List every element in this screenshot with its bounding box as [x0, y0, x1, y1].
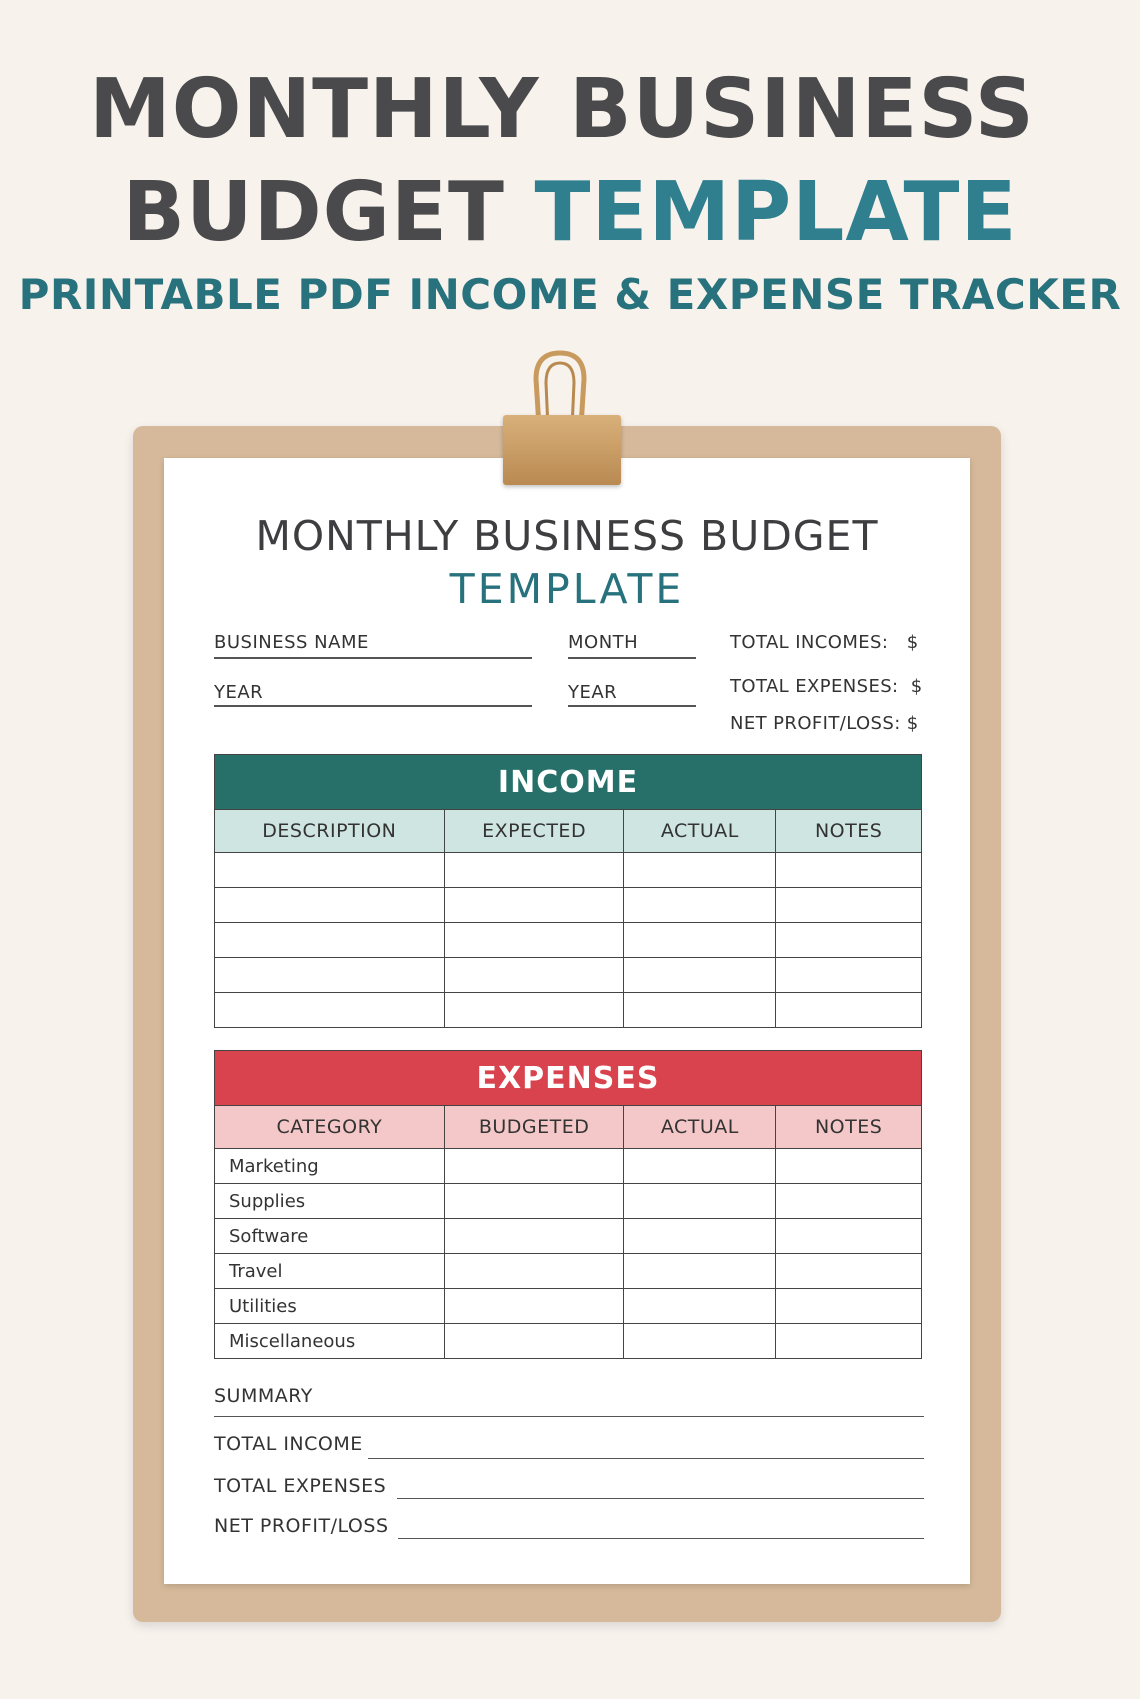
income-col-notes: NOTES: [776, 810, 922, 853]
income-col-expected: EXPECTED: [444, 810, 624, 853]
year-label-right: YEAR: [568, 682, 618, 703]
expense-cell[interactable]: [776, 1219, 922, 1254]
business-name-field[interactable]: [214, 657, 532, 659]
business-name-label: BUSINESS NAME: [214, 632, 369, 653]
expenses-col-category: CATEGORY: [215, 1106, 445, 1149]
expense-cell[interactable]: [444, 1324, 624, 1359]
table-row: [215, 1149, 922, 1184]
income-cell[interactable]: [444, 888, 624, 923]
income-cell[interactable]: [215, 853, 445, 888]
expenses-col-notes: NOTES: [776, 1106, 922, 1149]
sheet-title: MONTHLY BUSINESS BUDGET: [255, 512, 879, 560]
income-cell[interactable]: [624, 993, 776, 1028]
binder-clip-icon: [503, 415, 621, 485]
income-cell[interactable]: [624, 923, 776, 958]
table-row: [215, 1289, 922, 1324]
expense-cell[interactable]: [776, 1184, 922, 1219]
income-cell[interactable]: [776, 993, 922, 1028]
income-cell[interactable]: [624, 958, 776, 993]
income-cell[interactable]: [624, 888, 776, 923]
expense-category-software: Software: [215, 1219, 445, 1254]
income-cell[interactable]: [215, 958, 445, 993]
summary-total-income-label: TOTAL INCOME: [214, 1433, 363, 1455]
expense-cell[interactable]: [624, 1149, 776, 1184]
expense-cell[interactable]: [624, 1289, 776, 1324]
table-row: [215, 1324, 922, 1359]
sheet-subtitle: TEMPLATE: [449, 565, 685, 613]
income-cell[interactable]: [215, 888, 445, 923]
hero-title-line2: [0, 165, 1140, 260]
hero-title-template: TEMPLATE: [534, 165, 1018, 260]
table-row: [215, 853, 922, 888]
expense-cell[interactable]: [444, 1254, 624, 1289]
net-profit-loss-label: NET PROFIT/LOSS: $: [730, 713, 919, 734]
expense-cell[interactable]: [776, 1289, 922, 1324]
summary-net-profit-loss-label: NET PROFIT/LOSS: [214, 1515, 389, 1537]
income-col-actual: ACTUAL: [624, 810, 776, 853]
total-incomes-label: TOTAL INCOMES: $: [730, 632, 919, 653]
income-cell[interactable]: [444, 923, 624, 958]
year-field-right[interactable]: [568, 705, 696, 707]
expense-cell[interactable]: [444, 1149, 624, 1184]
income-cell[interactable]: [215, 993, 445, 1028]
income-col-description: DESCRIPTION: [215, 810, 445, 853]
year-field-left[interactable]: [214, 705, 532, 707]
summary-total-income-field[interactable]: [368, 1458, 924, 1459]
expense-cell[interactable]: [444, 1219, 624, 1254]
month-field[interactable]: [568, 657, 696, 659]
expenses-title: EXPENSES: [215, 1051, 922, 1106]
expense-cell[interactable]: [444, 1184, 624, 1219]
income-cell[interactable]: [444, 958, 624, 993]
income-title: INCOME: [215, 755, 922, 810]
income-cell[interactable]: [776, 853, 922, 888]
income-table: [214, 754, 922, 1028]
summary-heading: SUMMARY: [214, 1385, 313, 1407]
table-row: [215, 958, 922, 993]
table-row: [215, 923, 922, 958]
expense-cell[interactable]: [776, 1324, 922, 1359]
expense-category-travel: Travel: [215, 1254, 445, 1289]
year-label-left: YEAR: [214, 682, 264, 703]
income-cell[interactable]: [444, 853, 624, 888]
expense-category-supplies: Supplies: [215, 1184, 445, 1219]
expenses-table: [214, 1050, 922, 1359]
summary-total-expenses-field[interactable]: [397, 1498, 924, 1499]
table-row: [215, 888, 922, 923]
table-row: [215, 1184, 922, 1219]
expense-category-utilities: Utilities: [215, 1289, 445, 1324]
expense-cell[interactable]: [624, 1184, 776, 1219]
table-row: [215, 1254, 922, 1289]
expense-cell[interactable]: [776, 1149, 922, 1184]
income-cell[interactable]: [776, 923, 922, 958]
total-expenses-label: TOTAL EXPENSES: $: [730, 676, 923, 697]
expense-cell[interactable]: [624, 1254, 776, 1289]
table-row: [215, 1219, 922, 1254]
income-cell[interactable]: [776, 958, 922, 993]
expense-category-miscellaneous: Miscellaneous: [215, 1324, 445, 1359]
summary-net-profit-loss-field[interactable]: [398, 1538, 924, 1539]
hero-title-line1: MONTHLY BUSINESS: [89, 62, 1035, 157]
summary-divider: [214, 1416, 924, 1417]
income-cell[interactable]: [776, 888, 922, 923]
month-label: MONTH: [568, 632, 639, 653]
income-cell[interactable]: [444, 993, 624, 1028]
expense-cell[interactable]: [444, 1289, 624, 1324]
hero-title-budget: BUDGET: [122, 165, 505, 260]
expenses-col-budgeted: BUDGETED: [444, 1106, 624, 1149]
income-cell[interactable]: [215, 923, 445, 958]
expense-cell[interactable]: [624, 1324, 776, 1359]
income-cell[interactable]: [624, 853, 776, 888]
expense-cell[interactable]: [776, 1254, 922, 1289]
hero-subtitle: PRINTABLE PDF INCOME & EXPENSE TRACKER: [18, 270, 1122, 319]
expense-category-marketing: Marketing: [215, 1149, 445, 1184]
table-row: [215, 993, 922, 1028]
summary-total-expenses-label: TOTAL EXPENSES: [214, 1475, 387, 1497]
expenses-col-actual: ACTUAL: [624, 1106, 776, 1149]
expense-cell[interactable]: [624, 1219, 776, 1254]
